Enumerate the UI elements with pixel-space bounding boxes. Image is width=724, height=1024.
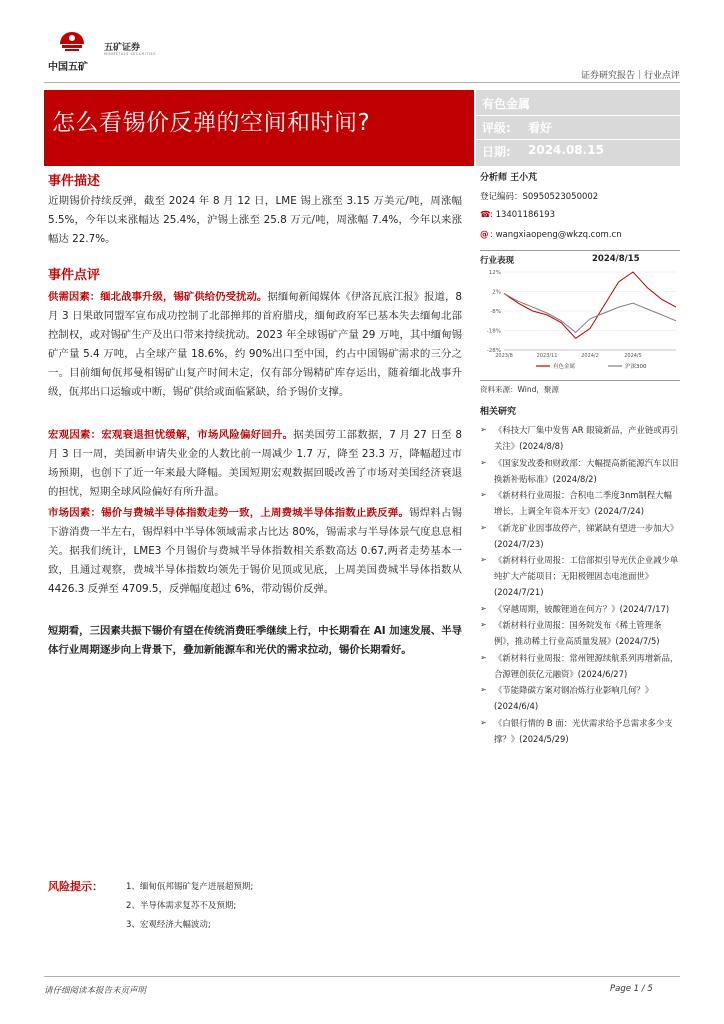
comment-highlight-macro: 宏观因素：宏观衰退担忧缓解，市场风险偏好回升。 <box>48 429 294 441</box>
related-item[interactable]: ➢ 《白银行情的 B 面：光伏需求给予总需求多少支撑？》(2024/5/29) <box>480 715 680 747</box>
related-item[interactable]: ➢ 《国家发改委和财政部：大幅提高新能源汽车以旧换新补贴标准》(2024/8/2) <box>480 455 680 487</box>
related-item[interactable]: ➢ 《科技大厂集中发售 AR 眼镜新品，产业链或再引关注》(2024/8/8) <box>480 422 680 454</box>
email-icon: @ <box>480 230 489 240</box>
related-item[interactable]: ➢ 《新材料行业周报：常州锂源续航系列再增新品，合源锂创获亿元融资》(2024/6/27) <box>480 650 680 682</box>
section-heading-event-comment: 事件点评 <box>48 268 101 283</box>
comment-paragraph-market <box>48 504 462 599</box>
analyst-name: 分析师 王小芃 <box>480 173 538 183</box>
related-item[interactable]: ➢ 《穿越周期，铍酸锂道在何方？》(2024/7/17) <box>480 601 680 617</box>
logo-text-cn: 中国五矿 <box>48 62 88 73</box>
section-heading-event-desc: 事件描述 <box>48 174 101 189</box>
chart-title: 行业表现 <box>480 256 515 266</box>
side-divider <box>476 139 680 140</box>
comment-text-macro: 据美国劳工部数据，7 月 27 日至 8 月 3 日一周，美国新申请失业金的人数比前一周减少 1.7 万，降至 23.3 万，降幅超过市场预期，也创下了近一年来最大降幅。美国短期宏观数据回暖改善了市场对美国经济衰退的担忧，短期全球风险偏好有所升温。 <box>48 429 463 498</box>
industry-performance-chart <box>480 266 680 376</box>
date-label: 日期: <box>482 145 511 159</box>
risk-item: 1、缅甸佤邦锡矿复产进展超预期; <box>126 882 254 892</box>
risk-item: 2、半导体需求复苏不及预期; <box>126 901 237 911</box>
chart-source: 资料来源：Wind，聚源 <box>480 385 559 394</box>
company-logo-icon <box>58 30 86 56</box>
chart-ytick-label: -18% <box>486 328 501 335</box>
related-item[interactable]: ➢ 《新材料行业周报：合积电二季度3nm制程大幅增长，上调全年资本开支》(2024/7/24) <box>480 487 680 519</box>
chart-series-line <box>504 272 676 338</box>
analyst-email-row: @ : wangxiaopeng@wkzq.com.cn <box>480 230 622 240</box>
chart-date: 2024/8/15 <box>592 254 640 264</box>
rating-label: 评级: <box>482 121 511 135</box>
comment-text-market: 锡焊料占锡下游消费一半左右，锡焊料中半导体领域需求占比达 80%，锡需求与半导体景气度息息相关。据我们统计，LME3 个月锡价与费城半导体指数相关系数高达 0.67,两者走势基本一致，且通过观察，费城半导体指数均领先于锡价见顶或见底，上周美国费城半导体指数从 4426.3 反弹至 4709.5，反弹幅度超过 6%，带动锡价反弹。 <box>48 507 463 595</box>
side-divider <box>476 115 680 116</box>
comment-highlight-market: 市场因素：锡价与费城半导体指数走势一致，上周费城半导体指数止跌反弹。 <box>48 507 410 519</box>
logo-text-wk: 五矿证券 <box>104 43 141 53</box>
chart-xtick-label: 2024/5 <box>624 353 642 359</box>
chart-ytick-label: -8% <box>490 309 501 315</box>
related-item[interactable]: ➢ 《新材料行业周报：国务院发布《稀土管理条例》，推动稀土行业高质量发展》(2024/7/5) <box>480 617 680 649</box>
chart-series-line <box>504 294 676 333</box>
page-title: 怎么看锡价反弹的空间和时间? <box>52 110 371 136</box>
date-value: 2024.08.15 <box>528 143 604 157</box>
chart-ytick-label: 12% <box>488 270 501 276</box>
related-list <box>480 422 680 747</box>
related-item[interactable]: ➢ 《新材料行业周报：工信部拟引导光伏企业减少单纯扩大产能项目；无阳极锂固态电池面世》(2024/7/21) <box>480 552 680 600</box>
chart-xtick-label: 2023/11 <box>536 353 558 359</box>
footer-disclaimer[interactable]: 请仔细阅读本报告末页声明 <box>44 986 147 996</box>
report-type: 证券研究报告｜行业点评 <box>580 71 680 81</box>
side-panel <box>476 90 680 166</box>
chart-xtick-label: 2024/2 <box>581 353 599 359</box>
comment-text-supply: 据缅甸新闻媒体《伊洛瓦底江报》报道，8 月 3 日果敢同盟军宣布成功控制了北部掸邦的首府腊戌，缅甸政府军已基本失去缅甸北部控制权，或对锡矿生产及出口带来持续扰动。2023 年全球锡矿产量 29 万吨，其中缅甸锡矿产量 5.4 万吨，占全球产量 18.6%，约 90%出口至中国，约占中国锡矿需求的三分之一。目前缅甸佤邦曼相锡矿山复产时间未定，仅有部分锡精矿库存运出，随着缅北战事升级，佤邦出口运输或中断，锡矿供给或面临紧缺，给予锡价支撑。 <box>48 291 463 398</box>
chart-ytick-label: 2% <box>492 289 501 296</box>
event-desc-text: 近期锡价持续反弹，截至 2024 年 8 月 12 日，LME 锡上涨至 3.15 万美元/吨，周涨幅 5.5%，今年以来涨幅达 25.4%，沪锡上涨至 25.8 万元/吨，周涨幅 7.4%，今年以来涨幅达 22.7%。 <box>48 195 462 245</box>
comment-paragraph-supply <box>48 288 462 402</box>
chart-legend-label: 沪深300 <box>625 364 647 370</box>
phone-icon: ☎ <box>480 210 491 220</box>
chart-legend-label: 有色金属 <box>553 364 576 370</box>
chart-xtick-label: 2023/8 <box>495 353 513 359</box>
comment-highlight-supply: 供需因素：缅北战事升级，锡矿供给仍受扰动。 <box>48 291 268 303</box>
analyst-email[interactable]: wangxiaopeng@wkzq.com.cn <box>495 230 622 240</box>
chart-ytick-label: -28% <box>486 348 501 354</box>
logo-text-en: MINMETALS SECURITIES <box>104 52 156 56</box>
header-divider <box>44 82 680 83</box>
related-item[interactable]: ➢ 《新龙矿业因事故停产，锑紧缺有望进一步加大》(2024/7/23) <box>480 520 680 552</box>
analyst-phone-row: ☎: 13401186193 <box>480 210 556 220</box>
page-number: Page 1 / 5 <box>610 984 653 994</box>
footer-divider <box>44 976 680 977</box>
rating-value: 看好 <box>528 121 553 135</box>
risk-item: 3、宏观经济大幅波动; <box>126 920 211 930</box>
analyst-phone[interactable]: 13401186193 <box>495 210 556 220</box>
conclusion-text: 短期看，三因素共振下锡价有望在传统消费旺季继续上行，中长期看在 AI 加速发展、半导体行业周期逐步向上背景下，叠加新能源车和光伏的需求拉动，锡价长期看好。 <box>48 625 462 656</box>
comment-paragraph-macro <box>48 426 462 502</box>
section-rule <box>480 250 680 251</box>
risk-heading: 风险提示： <box>48 880 103 893</box>
related-heading: 相关研究 <box>480 407 517 417</box>
analyst-reg: 登记编码：S0950523050002 <box>480 192 599 202</box>
industry-name: 有色金属 <box>482 97 531 111</box>
section-rule <box>480 380 680 381</box>
related-item[interactable]: ➢ 《节能降碳方案对钢冶炼行业影响几何？》(2024/6/4) <box>480 682 680 714</box>
